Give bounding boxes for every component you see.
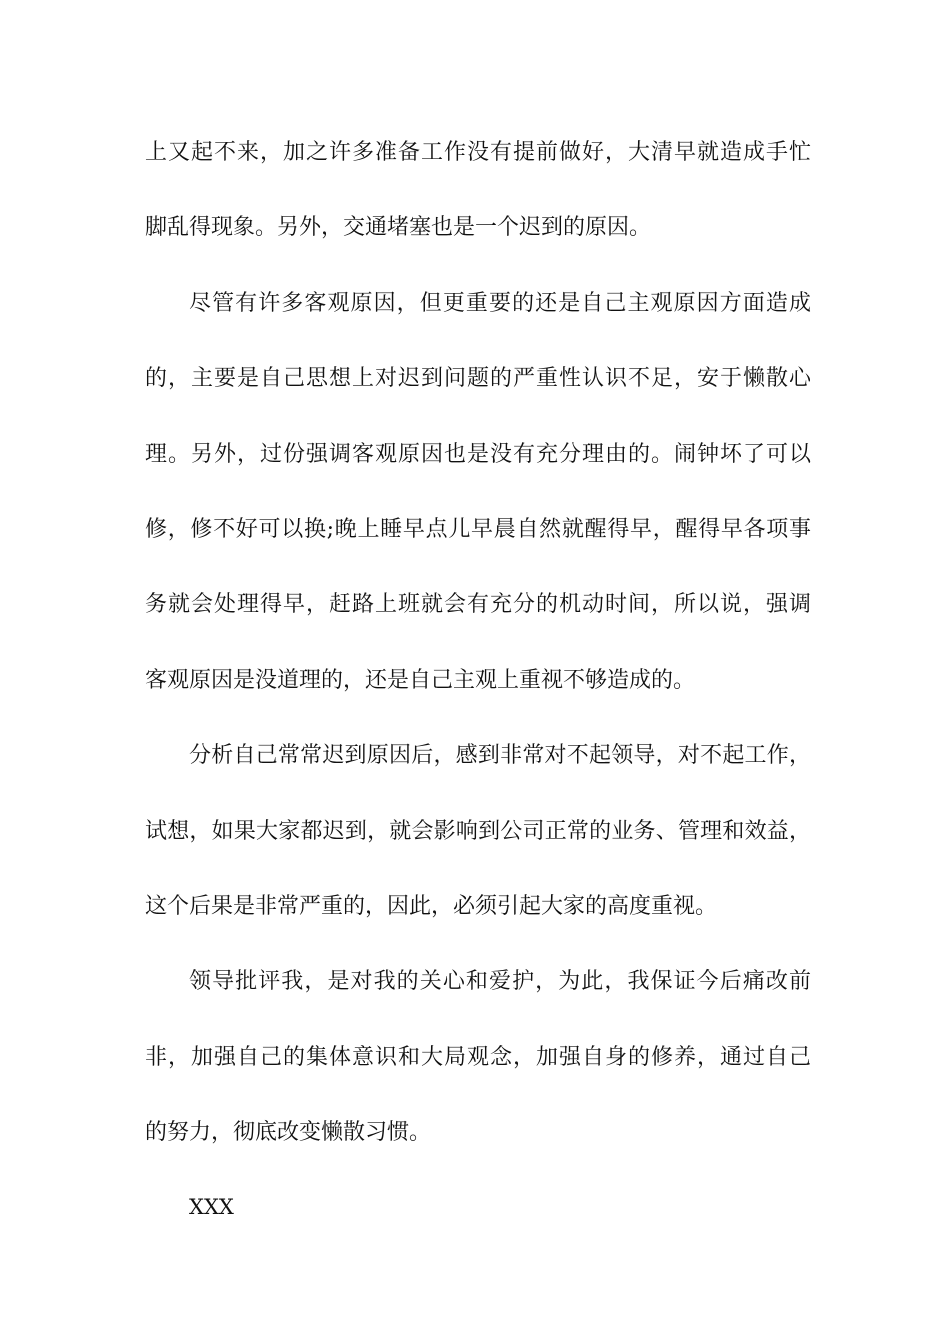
paragraph-4-line-1: 领导批评我，是对我的关心和爱护，为此，我保证今后痛改前 bbox=[189, 969, 811, 995]
document-body bbox=[145, 124, 811, 1236]
paragraph-2-line-4: 修，修不好可以换;晚上睡早点儿早晨自然就醒得早，醒得早各项事 bbox=[145, 516, 811, 542]
paragraph-2-line-1: 尽管有许多客观原因，但更重要的还是自己主观原因方面造成 bbox=[189, 290, 811, 316]
paragraph-2-line-3: 理。另外，过份强调客观原因也是没有充分理由的。闹钟坏了可以 bbox=[145, 441, 811, 467]
paragraph-4-line-2: 非，加强自己的集体意识和大局观念，加强自身的修养，通过自己 bbox=[145, 1044, 811, 1070]
paragraph-2-line-6: 客观原因是没道理的，还是自己主观上重视不够造成的。 bbox=[145, 667, 696, 693]
paragraph-2-line-2: 的，主要是自己思想上对迟到问题的严重性认识不足，安于懒散心 bbox=[145, 366, 811, 392]
paragraph-3-line-2: 试想，如果大家都迟到，就会影响到公司正常的业务、管理和效益， bbox=[145, 818, 811, 844]
paragraph-1-line-1: 上又起不来，加之许多准备工作没有提前做好，大清早就造成手忙 bbox=[145, 140, 811, 165]
paragraph-2-line-5: 务就会处理得早，赶路上班就会有充分的机动时间，所以说，强调 bbox=[145, 592, 811, 618]
paragraph-4-line-3: 的努力，彻底改变懒散习惯。 bbox=[145, 1120, 432, 1146]
paragraph-1-line-2: 脚乱得现象。另外，交通堵塞也是一个迟到的原因。 bbox=[145, 215, 652, 241]
paragraph-3-line-3: 这个后果是非常严重的，因此，必须引起大家的高度重视。 bbox=[145, 893, 718, 919]
signature: XXX bbox=[189, 1195, 234, 1220]
paragraph-3-line-1: 分析自己常常迟到原因后，感到非常对不起领导，对不起工作， bbox=[189, 743, 811, 769]
